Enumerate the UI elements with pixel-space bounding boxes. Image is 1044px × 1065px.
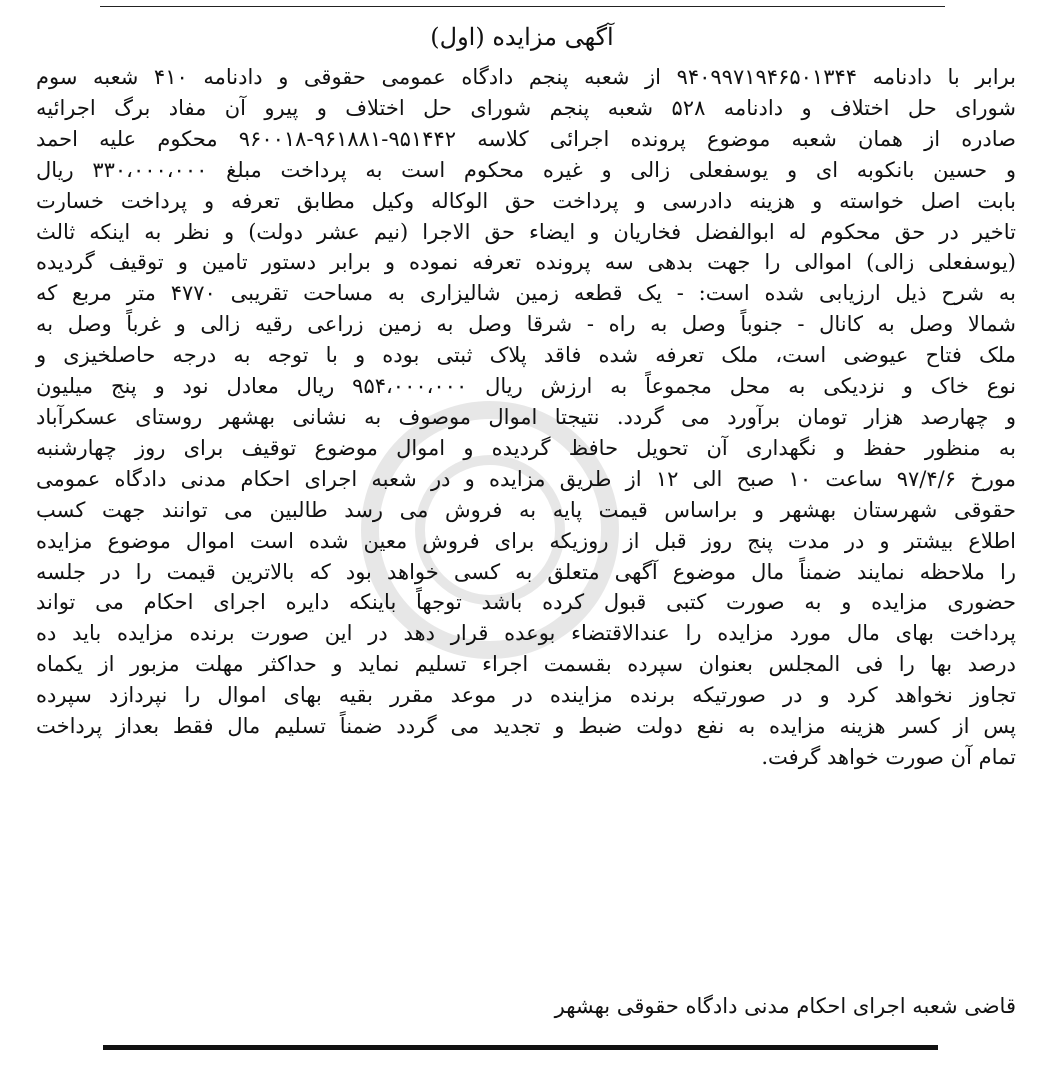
notice-line: به شرح ذیل ارزیابی شده است: - یک قطعه زمین شالیزاری به مساحت تقریبی ۴۷۷۰ متر مربع که [36,281,1017,306]
notice-line: تاخیر در حق محکوم له ابوالفضل فخاریان و ایضاء حق الاجرا (نیم عشر دولت) و نظر به اینکه ثالث [36,219,1016,244]
notice-line: نوع خاک و نزدیکی به محل مجموعاً به ارزش ریال ۹۵۴،۰۰۰،۰۰۰ ریال معادل نود و پنج میلیون [36,374,1016,399]
notice-line: تجاوز نخواهد کرد و در صورتیکه برنده مزاینده در موعد مقرر بقیه بهای اموال را نپردازد سپرده [36,683,1016,708]
notice-line: حضوری مزایده و به صورت کتبی قبول کرده باشد توجهاً باینکه دایره اجرای احکام می تواند [36,590,1016,615]
notice-line: را ملاحظه نمایند ضمناً مال موضوع آگهی متعلق به کسی خواهد بود که بالاترین قیمت را در جلسه [36,559,1016,584]
notice-line: برابر با دادنامه ۹۴۰۹۹۷۱۹۴۶۵۰۱۳۴۴ از شعبه پنجم دادگاه عمومی حقوقی و دادنامه ۴۱۰ شعبه سوم [36,65,1016,89]
notice-line: ملک فتاح عیوضی است، ملک تعرفه شده فاقد پلاک ثبتی بوده و با توجه به درجه حاصلخیزی و [36,343,1016,368]
notice-line: و حسین بانکوبه ای و یوسفعلی زالی و غیره محکوم است به پرداخت مبلغ ۳۳۰،۰۰۰،۰۰۰ ریال [36,157,1016,182]
notice-line: اطلاع بیشتر و در مدت پنج روز قبل از روزیکه برای فروش معین شده است اموال موضوع مزایده [36,528,1016,553]
signature-line: قاضی شعبه اجرای احکام مدنی دادگاه حقوقی بهشهر [554,994,1016,1018]
top-divider [100,6,945,7]
notice-line: پس از کسر هزینه مزایده به نفع دولت ضبط و تجدید می گردد ضمناً تسلیم مال فقط بعداز پرداخت [36,714,1016,739]
notice-line: مورخ ۹۷/۴/۶ ساعت ۱۰ صبح الی ۱۲ از طریق مزایده و در شعبه اجرای احکام مدنی دادگاه عمومی [36,466,1016,491]
notice-line: بابت اصل خواسته و هزینه دادرسی و پرداخت حق الوکاله وکیل مطابق تعرفه و پرداخت خسارت [36,188,1016,213]
notice-line: شمالا وصل به کانال - جنوباً وصل به راه - شرقا وصل به زمین زراعی رقیه زالی و غرباً وصل به [36,312,1016,337]
notice-line: (یوسفعلی زالی) اموالی را جهت بدهی سه پرونده تعرفه نموده و برابر دستور تامین و توقیف گردیده [36,250,1016,275]
notice-line: تمام آن صورت خواهد گرفت. [761,744,1016,769]
notice-line: صادره از همان شعبه موضوع پرونده اجرائی کلاسه ۹۵۱۴۴۲-۹۶۱۸۸۱-۹۶۰۰۱۸ محکوم علیه احمد [36,126,1016,151]
notice-title: آگهی مزایده (اول) [430,23,614,51]
notice-line: پرداخت بهای مال مورد مزایده را عندالاقتضاء بوعده قرار دهد در این صورت برنده مزایده باید ده [36,621,1016,646]
bottom-divider [103,1045,938,1050]
notice-line: و چهارصد هزار تومان برآورد می گردد. نتیجتا اموال موصوف به نشانی بهشهر روستای عسکرآباد [36,404,1016,429]
notice-line: به منظور حفظ و نگهداری آن تحویل حافظ گردیده و اموال موضوع توقیف برای روز چهارشنبه [36,435,1016,460]
notice-line: حقوقی شهرستان بهشهر و براساس قیمت پایه به فروش می رسد طالبین می توانند جهت کسب [36,497,1016,522]
notice-line: شورای حل اختلاف و دادنامه ۵۲۸ شعبه پنجم شورای حل اختلاف و پیرو آن مفاد برگ اجرائیه [36,95,1017,120]
notice-body [36,62,1016,773]
notice-line: درصد بها را فی المجلس بعنوان سپرده بقسمت اجراء تسلیم نماید و حداکثر مهلت مزبور از یکماه [36,652,1016,677]
